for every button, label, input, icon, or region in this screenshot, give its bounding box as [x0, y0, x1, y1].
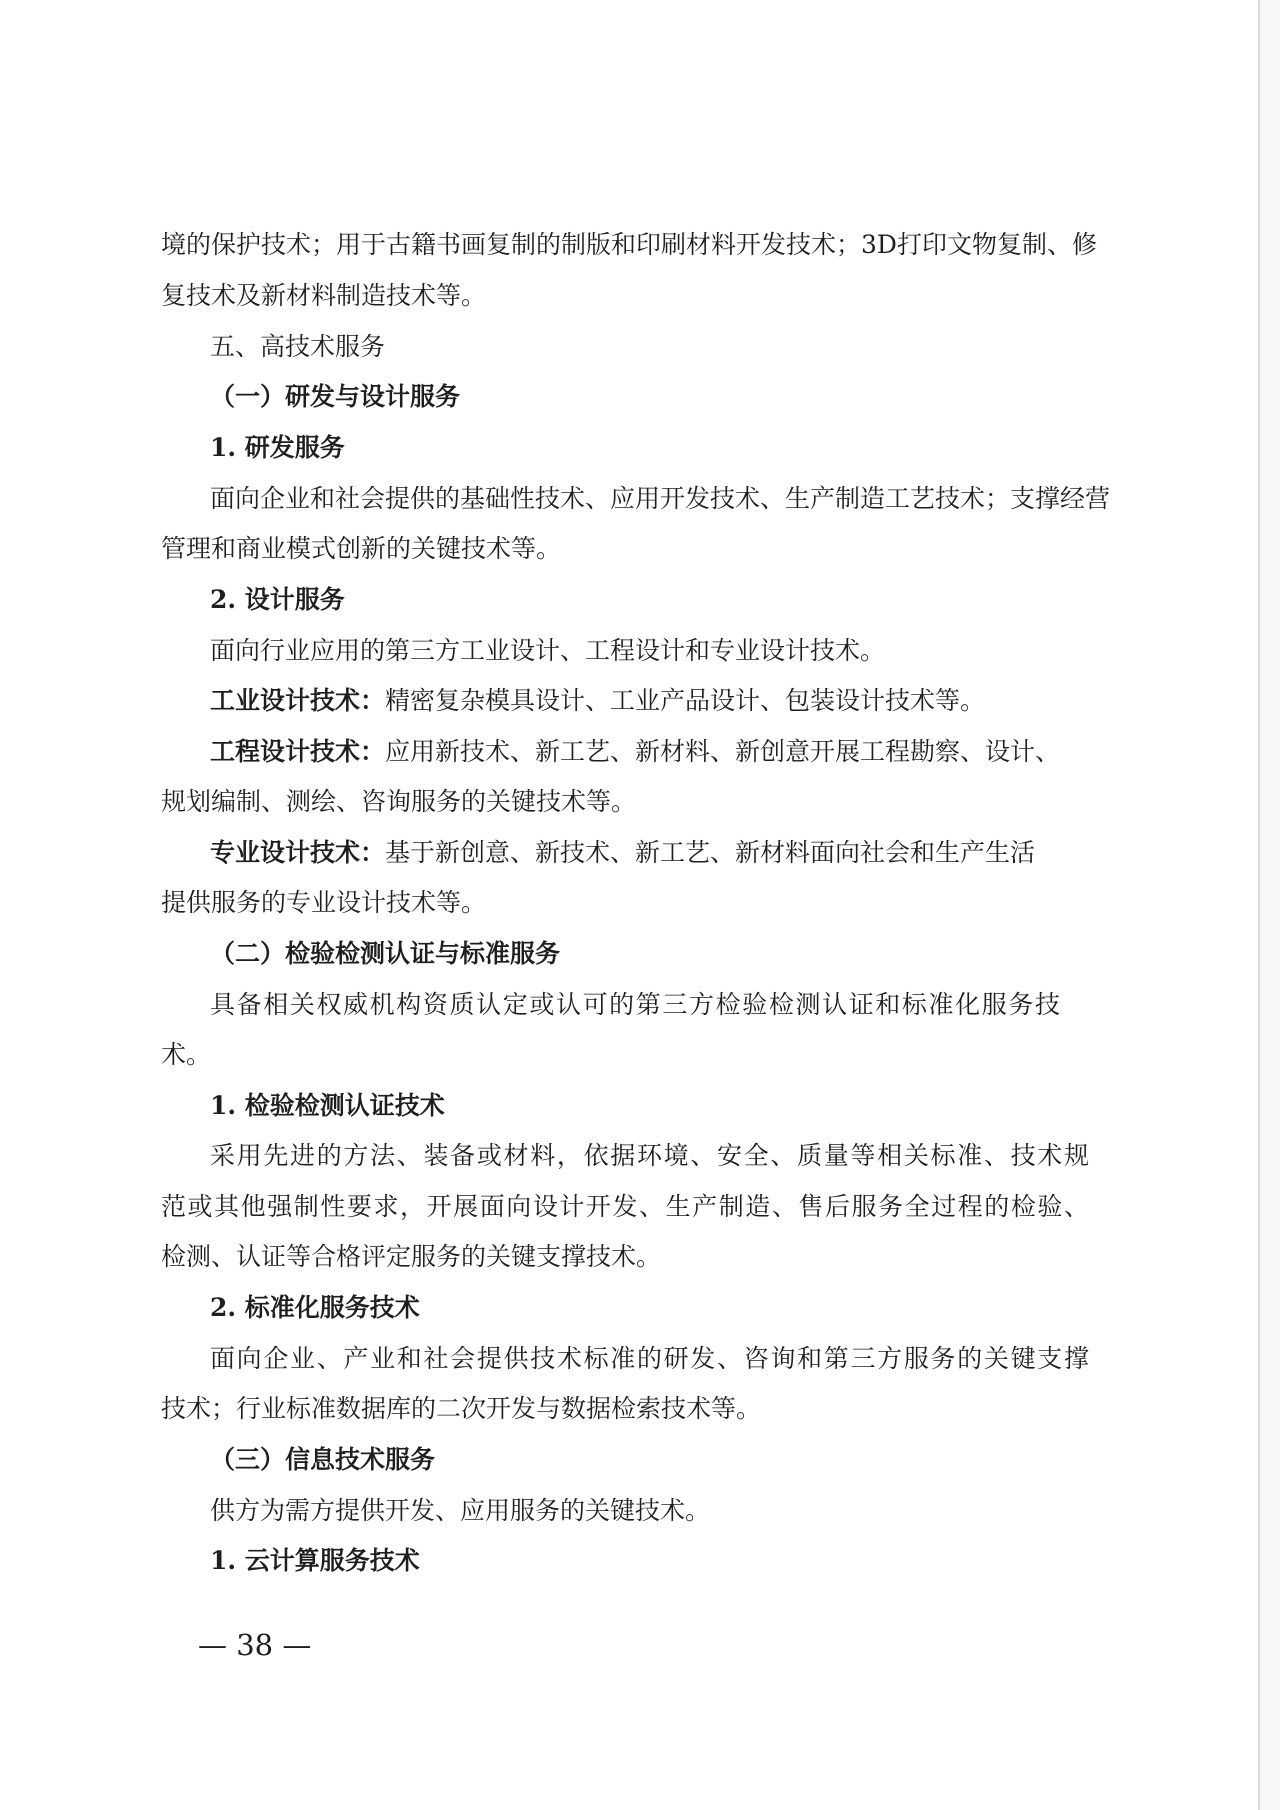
body-line: 具备相关权威机构资质认定或认可的第三方检验检测认证和标准化服务技	[210, 990, 1060, 1019]
body-line: 范或其他强制性要求，开展面向设计开发、生产制造、售后服务全过程的检验、	[161, 1192, 1089, 1221]
subsection-heading: （三）信息技术服务	[210, 1445, 436, 1474]
term-text: 精密复杂模具设计、工业产品设计、包装设计技术等。	[385, 686, 986, 715]
subsection-heading: （一）研发与设计服务	[210, 382, 461, 411]
term-text: 基于新创意、新技术、新工艺、新材料面向社会和生产生活	[385, 838, 1036, 867]
body-line: 检测、认证等合格评定服务的关键支撑技术。	[161, 1242, 662, 1271]
term-text: 应用新技术、新工艺、新材料、新创意开展工程勘察、设计、	[385, 737, 1061, 766]
scan-edge-line	[1258, 0, 1260, 1810]
body-line: 采用先进的方法、装备或材料，依据环境、安全、质量等相关标准、技术规	[210, 1141, 1089, 1170]
term-line	[210, 737, 1060, 767]
page-number: — 38 —	[198, 1628, 312, 1662]
item-heading: 1. 研发服务	[210, 433, 345, 462]
term-line	[210, 686, 985, 716]
subsection-heading: （二）检验检测认证与标准服务	[210, 939, 561, 968]
item-heading: 1. 检验检测认证技术	[210, 1091, 445, 1120]
item-heading: 2. 标准化服务技术	[210, 1293, 420, 1322]
body-line: 提供服务的专业设计技术等。	[161, 888, 487, 917]
body-line: 复技术及新材料制造技术等。	[161, 281, 487, 310]
body-line: 供方为需方提供开发、应用服务的关键技术。	[210, 1496, 711, 1525]
scan-edge-shade	[1260, 0, 1280, 1810]
term-label: 工程设计技术：	[210, 737, 386, 766]
body-line: 技术；行业标准数据库的二次开发与数据检索技术等。	[161, 1394, 762, 1423]
body-line: 境的保护技术；用于古籍书画复制的制版和印刷材料开发技术；3D打印文物复制、修	[161, 230, 1097, 259]
body-line: 规划编制、测绘、咨询服务的关键技术等。	[161, 787, 637, 816]
body-line: 管理和商业模式创新的关键技术等。	[161, 534, 562, 563]
item-heading: 1. 云计算服务技术	[210, 1546, 420, 1575]
body-line: 面向企业、产业和社会提供技术标准的研发、咨询和第三方服务的关键支撑	[210, 1344, 1089, 1373]
body-line: 术。	[161, 1040, 212, 1069]
term-label: 工业设计技术：	[210, 686, 386, 715]
body-line: 面向行业应用的第三方工业设计、工程设计和专业设计技术。	[210, 636, 886, 665]
item-heading: 2. 设计服务	[210, 585, 345, 614]
section-heading: 五、高技术服务	[210, 332, 386, 361]
term-label: 专业设计技术：	[210, 838, 386, 867]
term-line	[210, 838, 1035, 868]
body-line: 面向企业和社会提供的基础性技术、应用开发技术、生产制造工艺技术；支撑经营	[210, 484, 1111, 513]
